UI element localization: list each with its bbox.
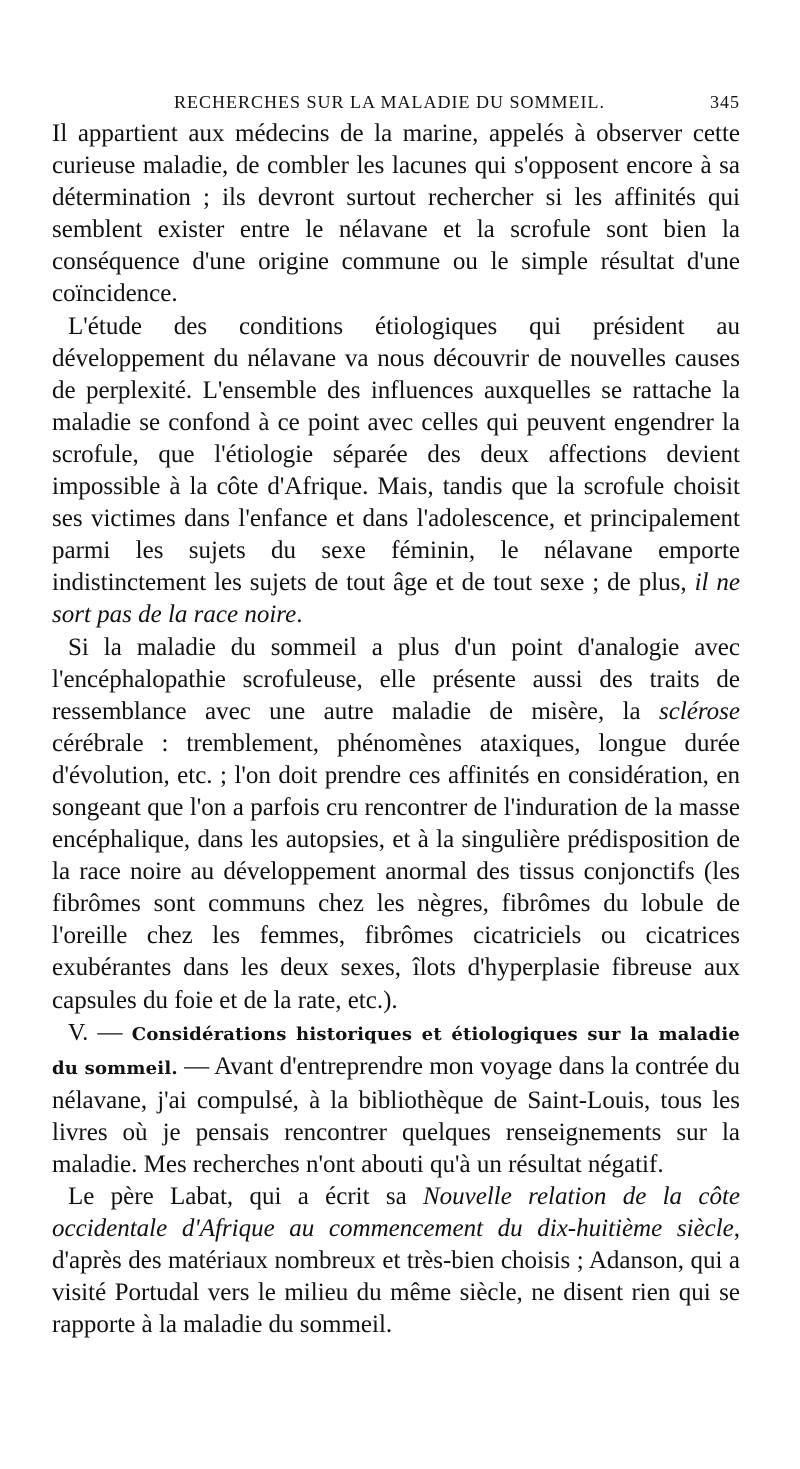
paragraph-2-italic: il ne sort pas de la race noire — [52, 569, 740, 629]
paragraph-3-end: cérébrale : tremblement, phénomènes ataxiques, longue durée d'évolution, etc. ; l'on doit prendre ces affinités en considération, en songeant que l'on a parfois cru rencontrer de l'induration de la masse encéphalique, dans les autopsies, et à la singulière prédisposition de la race noire au développement anormal des tissus conjonctifs (les fibrômes sont communs chez les nègres, fibrômes du lobule de l'oreille chez les femmes, fibrômes cicatriciels ou cicatrices exubérantes dans les deux sexes, îlots d'hyperplasie fibreuse aux capsules du foie et de la rate, etc.). — [52, 729, 740, 1014]
paragraph-2-end: . — [296, 601, 303, 629]
book-page — [52, 86, 740, 1342]
paragraph-3-text: Si la maladie du sommeil a plus d'un point d'analogie avec l'encéphalopathie scrofuleuse, elle présente aussi des traits de ressemblance avec une autre maladie de misère, la — [52, 633, 740, 725]
paragraph-5-text: Le père Labat, qui a écrit sa — [68, 1183, 423, 1211]
paragraph-5-italic: Nouvelle relation de la côte occidentale d'Afrique au commencement du dix-huitième siècle — [52, 1183, 740, 1243]
paragraph-5 — [52, 1181, 740, 1341]
paragraph-4 — [52, 1017, 740, 1181]
paragraph-3 — [52, 632, 740, 1017]
paragraph-4-text: — Avant d'entreprendre mon voyage dans la contrée du nélavane, j'ai compulsé, à la bibliothèque de Saint-Louis, tous les livres où je pensais rencontrer quelques renseignements sur la maladie. Mes recherches n'ont abouti qu'à un résultat négatif. — [52, 1052, 740, 1178]
running-header — [52, 86, 740, 118]
paragraph-1-text: Il appartient aux médecins de la marine, appelés à observer cette curieuse maladie, de combler les lacunes qui s'opposent encore à sa détermination ; ils devront surtout rechercher si les affinités qui semblent exister entre le nélavane et la scrofule sont bien la conséquence d'une origine commune ou le simple résultat d'une coïncidence. — [52, 120, 740, 308]
paragraph-5-end: , d'après des matériaux nombreux et très-bien choisis ; Adanson, qui a visité Portudal vers le milieu du même siècle, ne disent rien qui se rapporte à la maladie du sommeil. — [52, 1215, 740, 1339]
section-number: V. — [68, 1019, 89, 1046]
paragraph-1 — [52, 118, 740, 311]
paragraph-2-text: L'étude des conditions étiologiques qui président au développement du nélavane va nous découvrir de nouvelles causes de perplexité. L'ensemble des influences auxquelles se rattache la maladie se confond à ce point avec celles qui peuvent engendrer la scrofule, que l'étiologie séparée des deux affections devient impossible à la côte d'Afrique. Mais, tandis que la scrofule choisit ses victimes dans l'enfance et dans l'adolescence, et principalement parmi les sujets du sexe féminin, le nélavane emporte indistinctement les sujets de tout âge et de tout sexe ; de plus, — [52, 312, 740, 597]
paragraph-3-italic: sclérose — [659, 697, 740, 725]
paragraph-2 — [52, 311, 740, 632]
body-text — [52, 118, 740, 1342]
running-title: RECHERCHES SUR LA MALADIE DU SOMMEIL. — [174, 92, 606, 112]
section-heading: Considérations historiques et étiologiques sur la maladie du sommeil. — [52, 1023, 741, 1079]
page-number: 345 — [710, 92, 740, 112]
section-dash: — — [88, 1018, 132, 1046]
